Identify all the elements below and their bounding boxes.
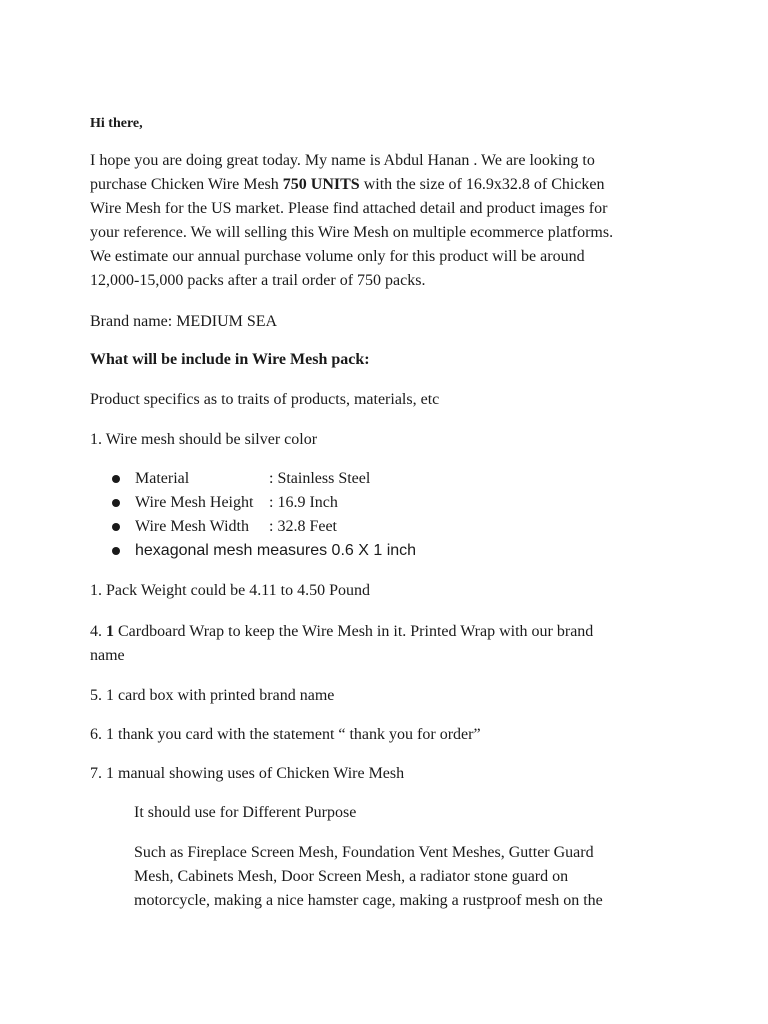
bullet-icon bbox=[112, 475, 120, 483]
bullet-icon bbox=[112, 547, 120, 555]
intro-line bbox=[90, 197, 690, 221]
item-cardboard-wrap-continued: name bbox=[90, 647, 125, 664]
item-text: Cardboard Wrap to keep the Wire Mesh in it. Printed Wrap with our brand bbox=[114, 623, 594, 640]
item-quantity-bold: 1 bbox=[106, 623, 114, 640]
uses-paragraph bbox=[134, 841, 734, 913]
intro-line bbox=[90, 269, 690, 293]
item-pack-weight: 1. Pack Weight could be 4.11 to 4.50 Pound bbox=[90, 582, 371, 599]
item-card-box: 5. 1 card box with printed brand name bbox=[90, 687, 335, 704]
intro-text: with the size of 16.9x32.8 of Chicken bbox=[359, 176, 605, 193]
spec-value: : 16.9 Inch bbox=[269, 494, 338, 511]
bullet-icon bbox=[112, 499, 120, 507]
uses-line: Such as Fireplace Screen Mesh, Foundation Vent Meshes, Gutter Guard bbox=[134, 844, 594, 861]
intro-text: We estimate our annual purchase volume only for this product will be around bbox=[90, 248, 585, 265]
item-manual: 7. 1 manual showing uses of Chicken Wire Mesh bbox=[90, 765, 405, 782]
intro-text: I hope you are doing great today. My name is Abdul Hanan . We are looking to bbox=[90, 152, 595, 169]
spec-value: : 32.8 Feet bbox=[269, 518, 337, 535]
bullet-icon bbox=[112, 523, 120, 531]
spec-label: Wire Mesh Height bbox=[135, 494, 254, 511]
intro-line bbox=[90, 173, 690, 197]
intro-text: 12,000-15,000 packs after a trail order of 750 packs. bbox=[90, 272, 426, 289]
intro-line bbox=[90, 221, 690, 245]
purpose-line: It should use for Different Purpose bbox=[134, 804, 357, 821]
spec-label: Material bbox=[135, 470, 190, 487]
product-specifics-line: Product specifics as to traits of products, materials, etc bbox=[90, 391, 440, 408]
units-bold: 750 UNITS bbox=[282, 176, 360, 193]
item-number: 4. bbox=[90, 623, 106, 640]
intro-text: your reference. We will selling this Wire Mesh on multiple ecommerce platforms. bbox=[90, 224, 614, 241]
intro-line bbox=[90, 245, 690, 269]
uses-line: Mesh, Cabinets Mesh, Door Screen Mesh, a radiator stone guard on bbox=[134, 868, 569, 885]
uses-line: motorcycle, making a nice hamster cage, making a rustproof mesh on the bbox=[134, 892, 603, 909]
intro-text: Wire Mesh for the US market. Please find attached detail and product images for bbox=[90, 200, 608, 217]
intro-text: purchase Chicken Wire Mesh bbox=[90, 176, 283, 193]
item-cardboard-wrap bbox=[90, 620, 593, 644]
greeting: Hi there, bbox=[90, 116, 143, 131]
spec-label: Wire Mesh Width bbox=[135, 518, 249, 535]
spec-value: : Stainless Steel bbox=[269, 470, 371, 487]
intro-line bbox=[90, 149, 690, 173]
intro-paragraph bbox=[90, 149, 690, 293]
item-silver-color: 1. Wire mesh should be silver color bbox=[90, 431, 318, 448]
include-heading: What will be include in Wire Mesh pack: bbox=[90, 351, 370, 368]
item-thank-you-card: 6. 1 thank you card with the statement “ thank you for order” bbox=[90, 726, 481, 743]
brand-name-line: Brand name: MEDIUM SEA bbox=[90, 313, 278, 330]
spec-hexagonal-mesh: hexagonal mesh measures 0.6 X 1 inch bbox=[135, 542, 417, 559]
